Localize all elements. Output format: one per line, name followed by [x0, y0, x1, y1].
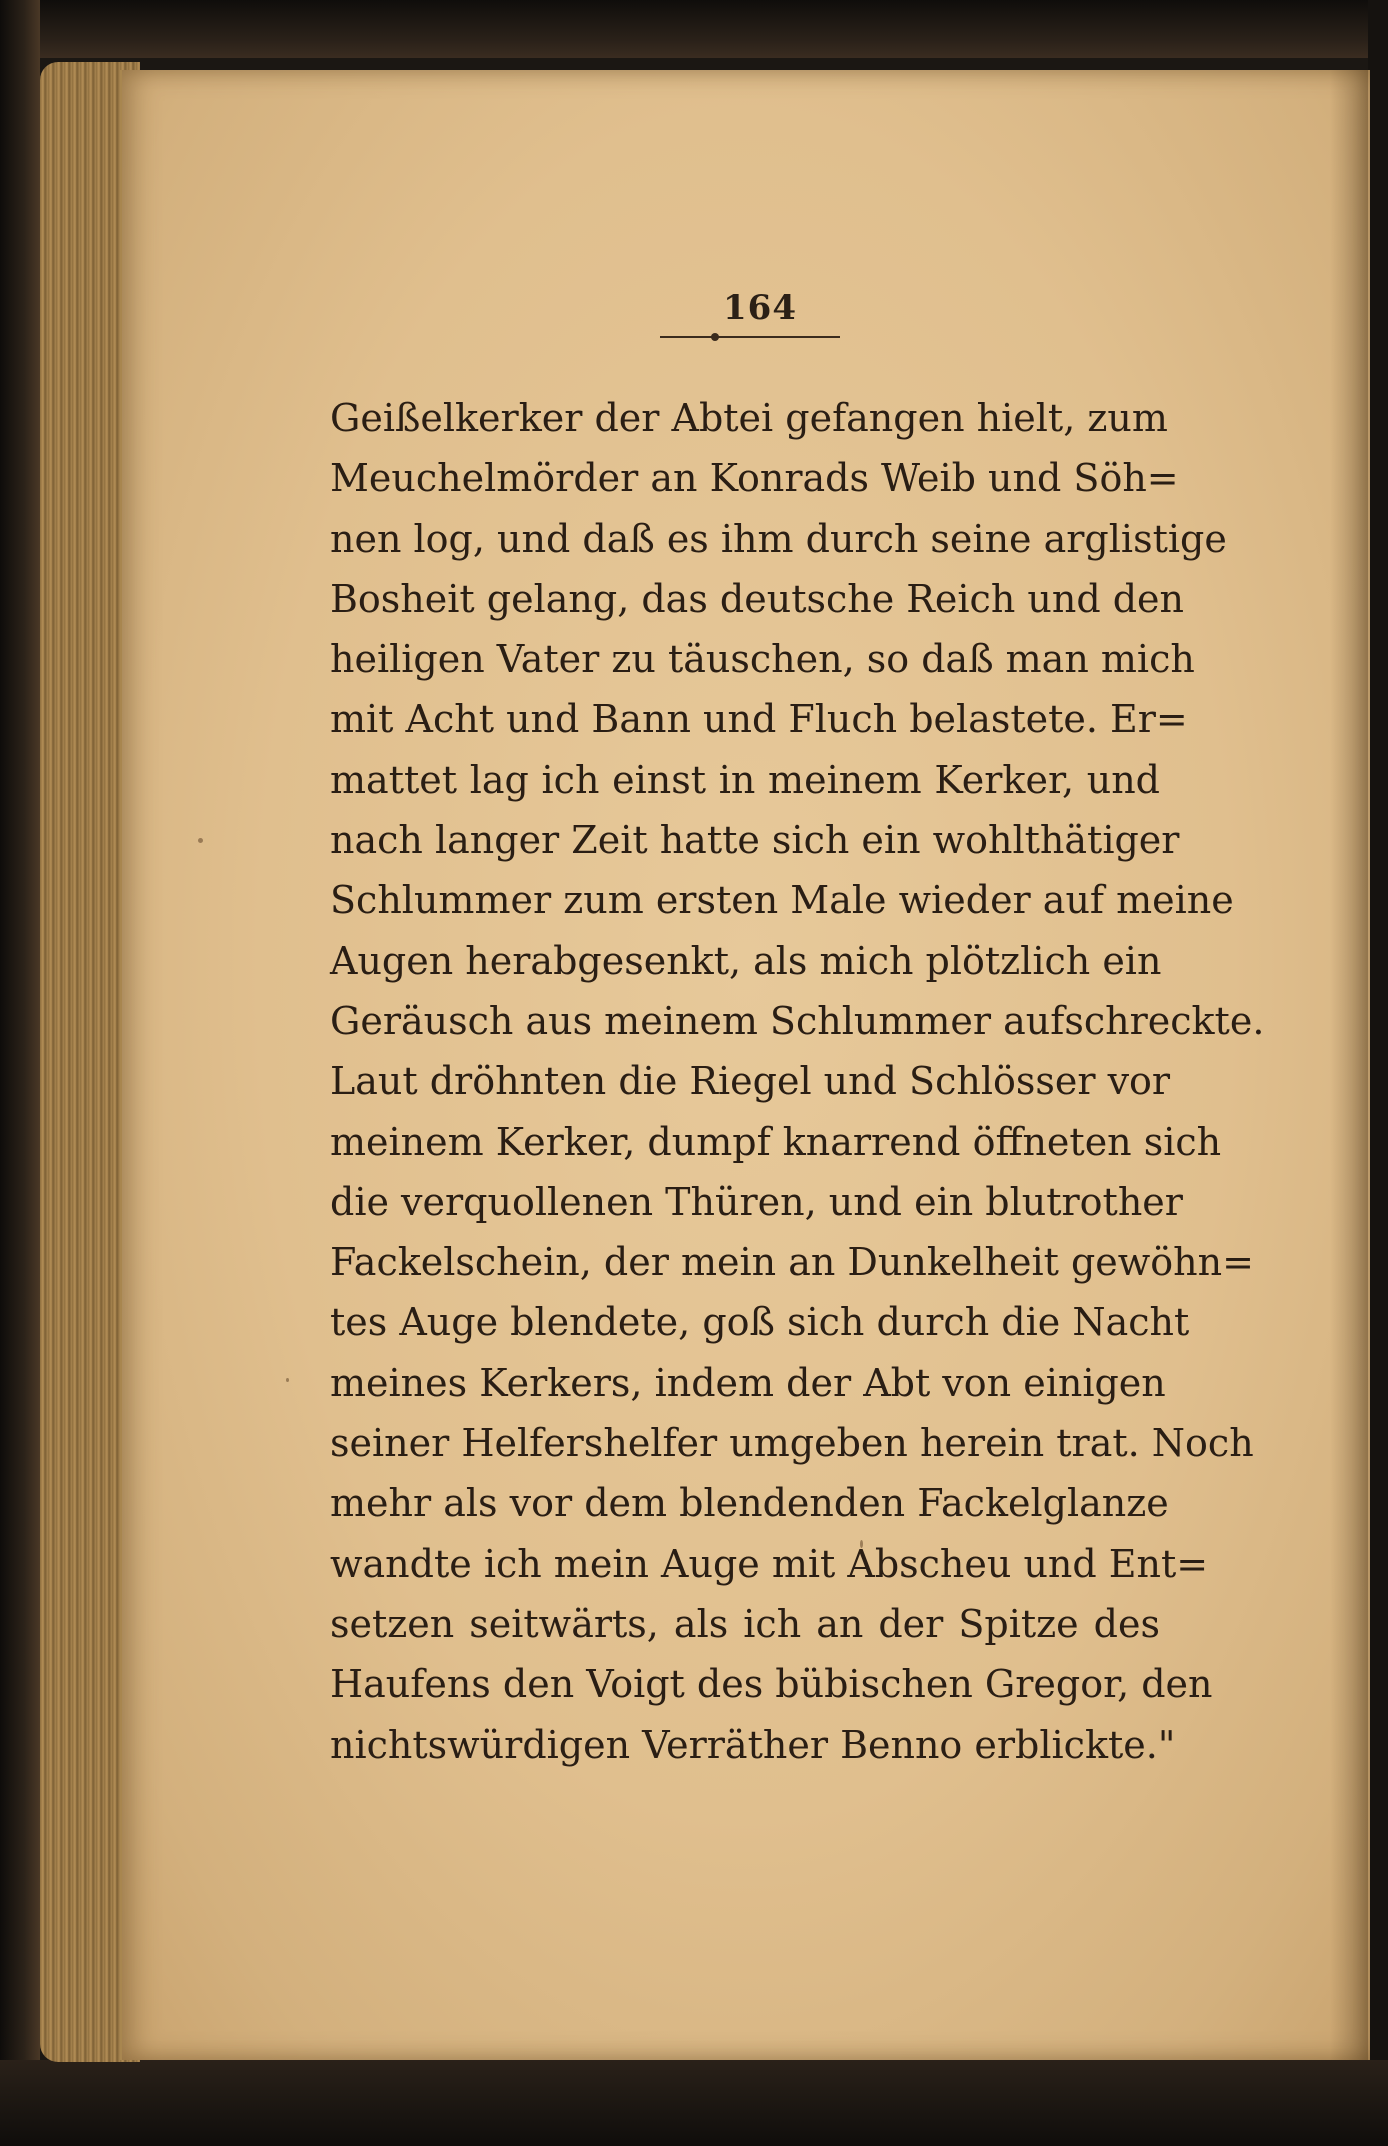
text-line: nach langer Zeit hatte sich ein wohlthätiger — [330, 818, 1180, 863]
text-line: wandte ich mein Auge mit Abscheu und Ent= — [330, 1541, 1209, 1586]
text-line: tes Auge blendete, goß sich durch die Nacht — [330, 1300, 1190, 1345]
page-number: 164 — [723, 288, 797, 328]
text-line: heiligen Vater zu täuschen, so daß man mich — [330, 637, 1195, 682]
paper-speck — [198, 838, 203, 843]
book-cover-right — [1368, 0, 1388, 2146]
page-number-rule-ornament — [711, 333, 719, 341]
body-text — [330, 388, 1265, 1775]
text-line: Fackelschein, der mein an Dunkelheit gewöhn= — [330, 1240, 1254, 1285]
text-line: Augen herabgesenkt, als mich plötzlich ein — [330, 938, 1162, 983]
text-line: meines Kerkers, indem der Abt von einigen — [330, 1360, 1166, 1405]
book-cover-top — [0, 0, 1388, 58]
text-line: Geräusch aus meinem Schlummer aufschreckte. — [330, 998, 1265, 1043]
text-line: nichtswürdigen Verräther Benno erblickte." — [330, 1722, 1176, 1767]
text-line: nen log, und daß es ihm durch seine arglistige — [330, 516, 1227, 561]
book-cover-bottom — [0, 2060, 1388, 2146]
text-line: mit Acht und Bann und Fluch belastete. Er= — [330, 697, 1188, 742]
text-line: Meuchelmörder an Konrads Weib und Söh= — [330, 456, 1179, 501]
page-number-rule — [660, 336, 840, 338]
text-line: seiner Helfershelfer umgeben herein trat. Noch — [330, 1421, 1254, 1466]
text-line: meinem Kerker, dumpf knarrend öffneten sich — [330, 1119, 1222, 1164]
text-line: Laut dröhnten die Riegel und Schlösser vor — [330, 1059, 1171, 1104]
text-line: mehr als vor dem blendenden Fackelglanze — [330, 1481, 1169, 1526]
text-line: die verquollenen Thüren, und ein blutrother — [330, 1179, 1183, 1224]
book-cover-left — [0, 0, 40, 2146]
text-line: setzen seitwärts, als ich an der Spitze des — [330, 1601, 1160, 1646]
paper-speck — [286, 1378, 289, 1382]
gutter-shadow — [1330, 70, 1368, 2060]
text-line: Haufens den Voigt des bübischen Gregor, den — [330, 1662, 1213, 1707]
text-line: Bosheit gelang, das deutsche Reich und den — [330, 576, 1185, 621]
text-line: mattet lag ich einst in meinem Kerker, und — [330, 757, 1160, 802]
text-line: Geißelkerker der Abtei gefangen hielt, zum — [330, 396, 1168, 440]
text-line: Schlummer zum ersten Male wieder auf meine — [330, 878, 1234, 923]
